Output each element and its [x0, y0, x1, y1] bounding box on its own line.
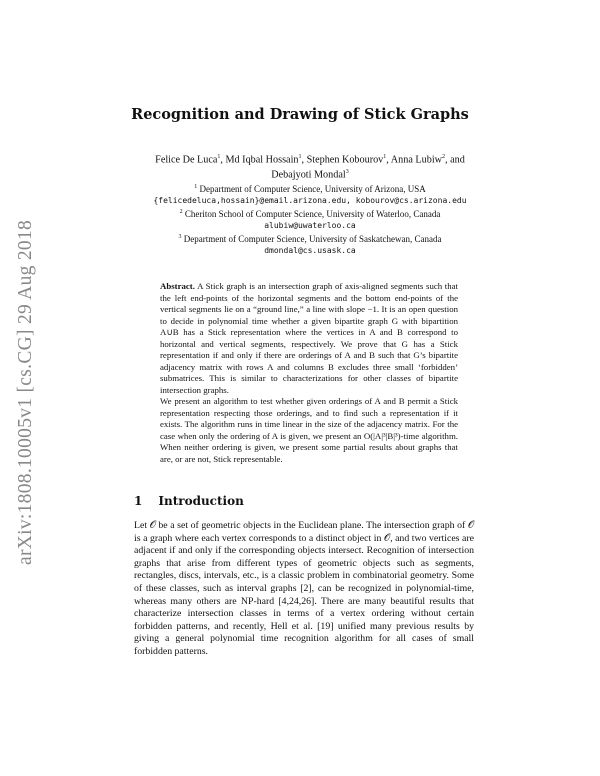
affil-name: Cheriton School of Computer Science, University of Waterloo, Canada — [184, 208, 441, 219]
abstract-paragraph-2: We present an algorithm to test whether given orderings of A and B permit a Stick representation respecting those orderings, and to find such a representation if it exists. The algorithm runs in time linear in the size of the adjacency matrix. For the case when only the ordering of A is given, we present an O(|A|³|B|³)-time algorithm. When neither ordering is given, we present some partial results about graphs that are, or are not, Stick representable. — [160, 396, 458, 464]
affil-sup: 2 — [442, 154, 446, 160]
affil-name: Department of Computer Science, University of Arizona, USA — [199, 184, 426, 194]
author-line-1 — [140, 151, 480, 166]
author-line-2 — [140, 166, 480, 181]
section-title: Introduction — [158, 494, 244, 508]
affil-sup: 1 — [298, 154, 302, 160]
affil-num: 2 — [179, 208, 183, 215]
affil-name: Department of Computer Science, University of Saskatchewan, Canada — [183, 233, 442, 244]
affil-email: dmondal@cs.usask.ca — [264, 246, 356, 256]
author-name: , and — [445, 154, 465, 166]
author-name: , Stephen Kobourov — [301, 154, 384, 166]
affil-num: 1 — [194, 184, 198, 190]
affiliation-2 — [130, 207, 490, 232]
affiliations — [130, 182, 490, 256]
affil-sup: 1 — [217, 154, 221, 160]
affil-num: 3 — [178, 233, 182, 240]
affil-sup: 1 — [383, 154, 387, 160]
intro-body — [134, 520, 474, 659]
abstract — [160, 281, 458, 465]
abstract-label: Abstract. — [160, 281, 195, 291]
author-name: Debajyoti Mondal — [271, 169, 346, 181]
paper-title: Recognition and Drawing of Stick Graphs — [131, 106, 469, 123]
abstract-text: A Stick graph is an intersection graph of axis-aligned segments such that the left end-points of the horizontal segments and the bottom end-points of the vertical segments lie on a “ground line,” a line with slope −1. It is an open question to decide in polynomial time whether a given bipartite graph G with bipartition A∪B has a Stick representation where the vertices in A and B correspond to horizontal and vertical segments, respectively. We prove that G has a Stick representation if and only if there are orderings of A and B such that G’s bipartite adjacency matrix with rows A and columns B excludes three small ‘forbidden’ submatrices. This is similar to characterizations for other classes of bipartite intersection graphs. — [160, 281, 458, 395]
affil-email: {felicedeluca,hossain}@email.arizona.edu, kobourov@cs.arizona.edu — [153, 196, 467, 206]
arxiv-identifier: arXiv:1808.10005v1 [cs.CG] 29 Aug 2018 — [15, 219, 36, 565]
author-list — [140, 151, 480, 182]
affil-sup: 3 — [345, 169, 349, 176]
affiliation-3 — [130, 232, 490, 257]
author-name: Felice De Luca — [155, 154, 218, 166]
affiliation-1 — [130, 182, 490, 207]
abstract-paragraph-1 — [160, 281, 458, 396]
section-heading — [134, 494, 244, 508]
section-number: 1 — [134, 494, 143, 508]
intro-paragraph: Let 𝒪 be a set of geometric objects in the Euclidean plane. The intersection graph of 𝒪 is a graph where each vertex corresponds to a distinct object in 𝒪, and two vertices are adjacent if and only if the corresponding objects intersect. Recognition of intersection graphs that arise from different types of geometric objects such as segments, rectangles, discs, intervals, etc., is a classic problem in combinatorial geometry. Some of these classes, such as interval graphs [2], can be recognized in polynomial-time, whereas many others are NP-hard [4,24,26]. There are many beautiful results that characterize intersection classes in terms of a vertex ordering without certain forbidden patterns, and recently, Hell et al. [19] unified many previous results by giving a general polynomial time recognition algorithm for all cases of small forbidden patterns. — [134, 520, 474, 657]
author-name: , Md Iqbal Hossain — [220, 154, 299, 166]
author-name: , Anna Lubiw — [386, 154, 443, 166]
affil-email: alubiw@uwaterloo.ca — [264, 221, 356, 231]
